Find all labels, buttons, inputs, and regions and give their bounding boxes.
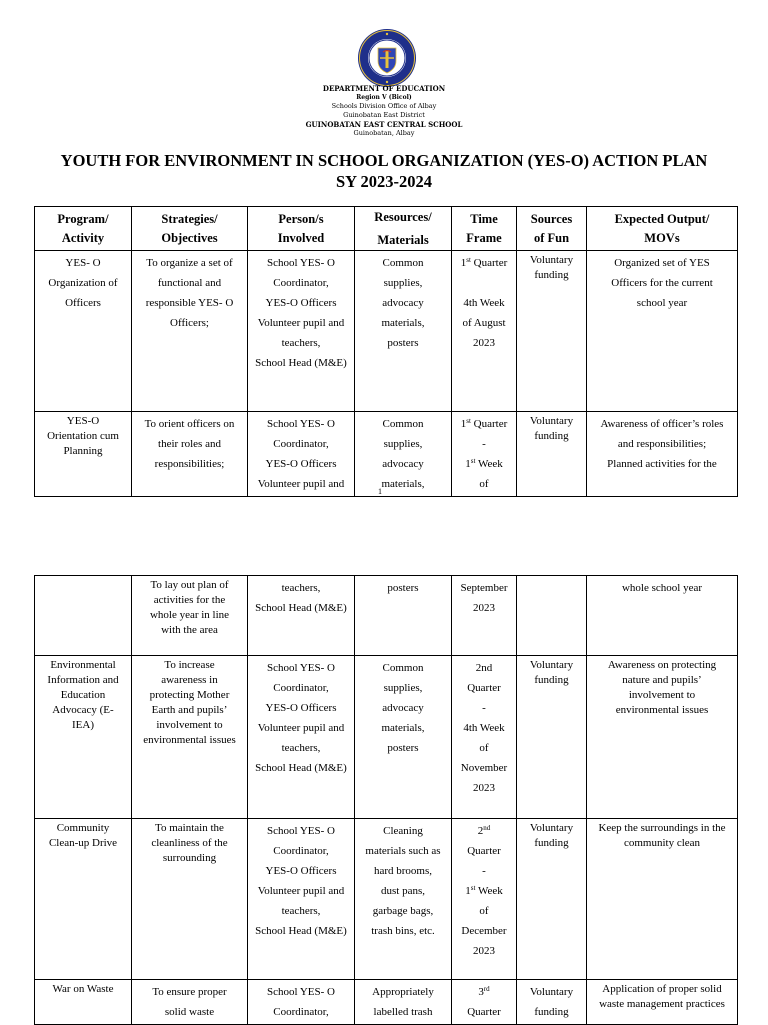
cell-time: 3rd Quarter: [452, 980, 517, 1025]
cell-persons: School YES- O Coordinator,: [248, 980, 355, 1025]
cell-time: 2nd Quarter - 1st Week of December 2023: [452, 819, 517, 980]
deped-seal-icon: [357, 28, 417, 88]
table-header-row: [35, 207, 738, 251]
header-strategies: Strategies/ Objectives: [132, 207, 248, 251]
cell-resources: Common supplies, advocacy materials,: [355, 412, 452, 497]
cell-sources: Voluntary funding: [517, 656, 587, 819]
cell-program: Community Clean-up Drive: [35, 819, 132, 980]
cell-output: Awareness on protecting nature and pupils’ involvement to environmental issues: [587, 656, 738, 819]
cell-persons: School YES- O Coordinator, YES-O Officers Volunteer pupil and: [248, 412, 355, 497]
header-program: Program/ Activity: [35, 207, 132, 251]
document-title: [0, 150, 768, 192]
cell-resources: Cleaning materials such as hard brooms, dust pans, garbage bags, trash bins, etc.: [355, 819, 452, 980]
division-name: Schools Division Office of Albay: [331, 102, 437, 110]
cell-program: YES-O Orientation cum Planning: [35, 412, 132, 497]
page-number: 1: [378, 487, 382, 496]
cell-resources: Appropriately labelled trash: [355, 980, 452, 1025]
cell-resources: Common supplies, advocacy materials, posters: [355, 251, 452, 412]
table-row: [35, 656, 738, 819]
table-row: [35, 251, 738, 412]
header-resources: Resources/ Materials: [355, 207, 452, 251]
cell-persons: School YES- O Coordinator, YES-O Officers Volunteer pupil and teachers, School Head (M&E): [248, 656, 355, 819]
header-persons: Person/s Involved: [248, 207, 355, 251]
cell-program: War on Waste: [35, 980, 132, 1025]
cell-resources: Common supplies, advocacy materials, posters: [355, 656, 452, 819]
cell-persons: School YES- O Coordinator, YES-O Officers Volunteer pupil and teachers, School Head (M&E): [248, 819, 355, 980]
school-location: Guinobatan, Albay: [353, 129, 415, 137]
cell-output: Awareness of officer’s roles and responsibilities; Planned activities for the: [587, 412, 738, 497]
cell-sources: Voluntary funding: [517, 980, 587, 1025]
cell-sources: Voluntary funding: [517, 412, 587, 497]
cell-output: whole school year: [587, 576, 738, 656]
cell-program: YES- O Organization of Officers: [35, 251, 132, 412]
table-row: [35, 980, 738, 1025]
cell-time: September 2023: [452, 576, 517, 656]
cell-output: Keep the surroundings in the community clean: [587, 819, 738, 980]
cell-strategies: To maintain the cleanliness of the surrounding: [132, 819, 248, 980]
cell-sources: [517, 576, 587, 656]
cell-sources: Voluntary funding: [517, 251, 587, 412]
cell-time: 2nd Quarter - 4th Week of November 2023: [452, 656, 517, 819]
cell-program: [35, 576, 132, 656]
cell-time: 1st Quarter - 1st Week of: [452, 412, 517, 497]
cell-persons: teachers, School Head (M&E): [248, 576, 355, 656]
cell-output: Application of proper solid waste management practices: [587, 980, 738, 1025]
title-line-2: SY 2023-2024: [335, 172, 433, 191]
letterhead: [0, 84, 768, 138]
cell-output: Organized set of YES Officers for the current school year: [587, 251, 738, 412]
header-time: Time Frame: [452, 207, 517, 251]
cell-strategies: To orient officers on their roles and responsibilities;: [132, 412, 248, 497]
department-name: DEPARTMENT OF EDUCATION: [322, 84, 446, 93]
cell-time: 1st Quarter 4th Week of August 2023: [452, 251, 517, 412]
title-line-1: YOUTH FOR ENVIRONMENT IN SCHOOL ORGANIZATION (YES-O) ACTION PLAN: [60, 151, 708, 170]
header-output: Expected Output/ MOVs: [587, 207, 738, 251]
table-row: [35, 576, 738, 656]
action-plan-table-page-2: [34, 575, 738, 1025]
school-name: GUINOBATAN EAST CENTRAL SCHOOL: [305, 120, 463, 129]
cell-resources: posters: [355, 576, 452, 656]
cell-strategies: To lay out plan of activities for the whole year in line with the area: [132, 576, 248, 656]
cell-strategies: To organize a set of functional and responsible YES- O Officers;: [132, 251, 248, 412]
table-row: [35, 819, 738, 980]
district-name: Guinobatan East District: [343, 111, 425, 119]
cell-strategies: To ensure proper solid waste: [132, 980, 248, 1025]
cell-program: Environmental Information and Education Advocacy (E- IEA): [35, 656, 132, 819]
cell-strategies: To increase awareness in protecting Mother Earth and pupils’ involvement to environmental issues: [132, 656, 248, 819]
action-plan-table-page-1: [34, 206, 738, 497]
table-row: [35, 412, 738, 497]
cell-persons: School YES- O Coordinator, YES-O Officers Volunteer pupil and teachers, School Head (M&E): [248, 251, 355, 412]
cell-sources: Voluntary funding: [517, 819, 587, 980]
region-name: Region V (Bicol): [356, 94, 412, 101]
header-sources: Sources of Fun: [517, 207, 587, 251]
